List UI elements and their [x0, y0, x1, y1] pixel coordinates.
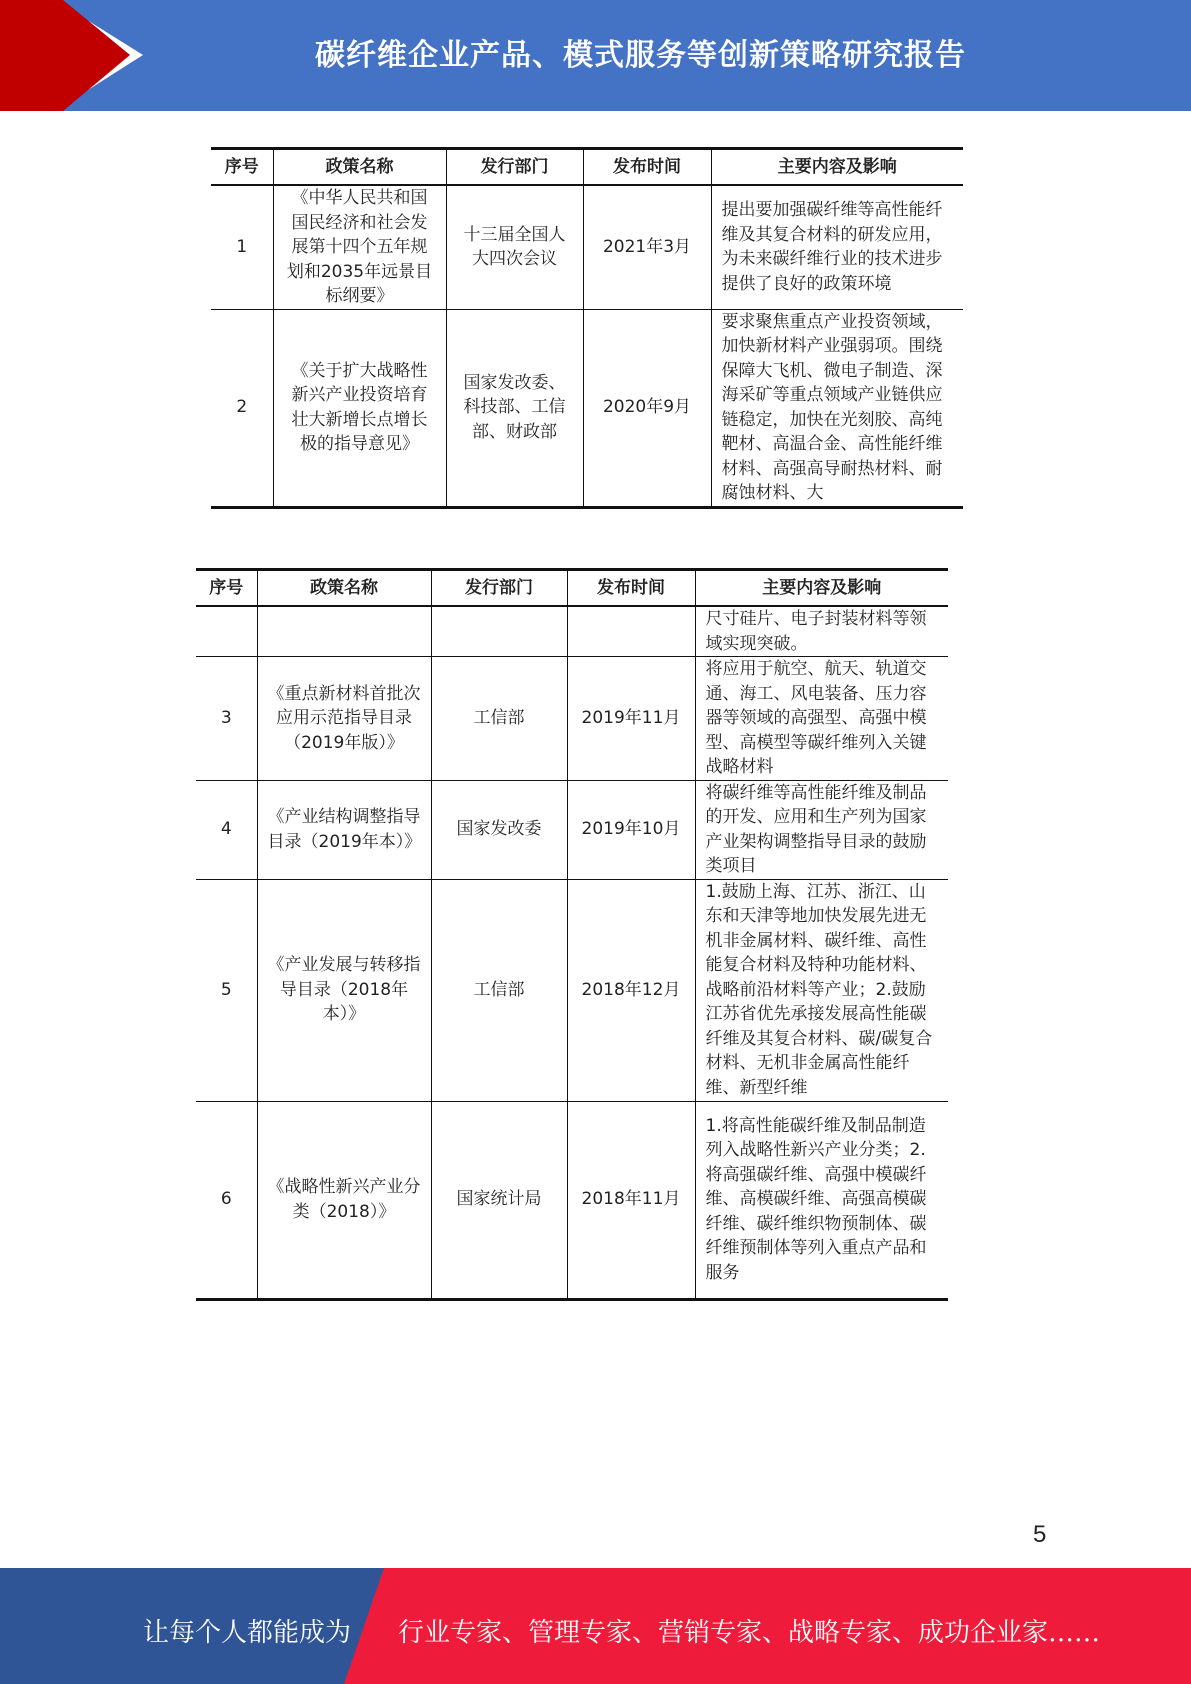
cell-no: 4	[196, 780, 257, 879]
department: 国家统计局	[456, 1189, 542, 1210]
cell-dept	[431, 1101, 567, 1299]
table-header-row	[211, 149, 963, 186]
cell-content	[711, 309, 963, 507]
cell-name	[257, 657, 431, 781]
table-row	[211, 309, 963, 507]
policy-content-continued: 尺寸硅片、电子封装材料等领域实现突破。	[705, 609, 927, 654]
cell-dept	[446, 309, 583, 507]
policy-content: 将碳纤维等高性能纤维及制品的开发、应用和生产列为国家产业架构调整指导目录的鼓励类项目	[705, 782, 927, 876]
header-content: 主要内容及影响	[695, 570, 948, 607]
department: 工信部	[473, 708, 525, 728]
cell-no: 5	[196, 879, 257, 1101]
cell-name	[257, 606, 431, 657]
page-footer	[0, 1568, 1191, 1684]
cell-name	[257, 1101, 431, 1299]
cell-content	[711, 185, 963, 309]
department: 十三届全国人大四次会议	[463, 224, 566, 270]
policy-name: 《关于扩大战略性新兴产业投资培育壮大新增长点增长极的指导意见》	[291, 360, 428, 454]
table-header-row	[196, 570, 948, 607]
policy-content: 将应用于航空、航天、轨道交通、海工、风电装备、压力容器等领域的高强型、高强中模型、高模型等碳纤维列入关键战略材料	[705, 659, 927, 777]
cell-date: 2019年10月	[567, 780, 695, 879]
department: 国家发改委	[456, 819, 542, 840]
footer-slogan-right: 行业专家、管理专家、营销专家、战略专家、成功企业家……	[398, 1618, 1101, 1648]
footer-slogan-left: 让每个人都能成为	[143, 1618, 352, 1648]
department: 国家发改委、科技部、工信部、财政部	[463, 372, 566, 442]
cell-content	[695, 606, 948, 657]
header-name: 政策名称	[257, 570, 431, 607]
table-row-continued	[196, 606, 948, 657]
cell-name	[257, 879, 431, 1101]
header-date: 发布时间	[567, 570, 695, 607]
cell-name	[273, 309, 446, 507]
cell-no: 1	[211, 185, 273, 309]
policy-name: 《中华人民共和国国民经济和社会发展第十四个五年规划和2035年远景目标纲要》	[286, 188, 433, 306]
cell-content	[695, 780, 948, 879]
policy-content: 要求聚焦重点产业投资领域，加快新材料产业强弱项。围绕保障大飞机、微电子制造、深海采矿等重点领域产业链供应链稳定，加快在光刻胶、高纯靶材、高温合金、高性能纤维材料、高强高导耐热材料、耐腐蚀材料、大	[721, 311, 943, 503]
policy-name: 《重点新材料首批次应用示范指导目录（2019年版）》	[267, 683, 421, 753]
table-row	[196, 879, 948, 1101]
header-name: 政策名称	[273, 149, 446, 186]
header-no: 序号	[211, 149, 273, 186]
table-row	[196, 1101, 948, 1299]
policy-content: 1.将高性能碳纤维及制品制造列入战略性新兴产业分类；2.将高强碳纤维、高强中模碳纤维、高模碳纤维、高强高模碳纤维、碳纤维织物预制体、碳纤维预制体等列入重点产品和服务	[705, 1115, 927, 1283]
cell-date: 2021年3月	[583, 185, 711, 309]
cell-no: 6	[196, 1101, 257, 1299]
cell-date	[567, 606, 695, 657]
cell-dept	[431, 879, 567, 1101]
cell-dept	[446, 185, 583, 309]
table-row	[211, 185, 963, 309]
policy-table-2	[196, 568, 948, 1301]
header-date: 发布时间	[583, 149, 711, 186]
table-row	[196, 657, 948, 781]
header-content: 主要内容及影响	[711, 149, 963, 186]
cell-content	[695, 1101, 948, 1299]
page-header	[0, 0, 1191, 111]
policy-table-1	[211, 147, 963, 509]
policy-name: 《产业结构调整指导目录（2019年本）》	[267, 807, 422, 852]
table-row	[196, 780, 948, 879]
cell-date: 2019年11月	[567, 657, 695, 781]
policy-content: 提出要加强碳纤维等高性能纤维及其复合材料的研发应用，为未来碳纤维行业的技术进步提供了良好的政策环境	[721, 200, 943, 294]
cell-date: 2018年11月	[567, 1101, 695, 1299]
department: 工信部	[473, 979, 525, 1000]
cell-name	[257, 780, 431, 879]
cell-date: 2020年9月	[583, 309, 711, 507]
cell-no: 2	[211, 309, 273, 507]
header-dept: 发行部门	[446, 149, 583, 186]
cell-dept	[431, 780, 567, 879]
cell-content	[695, 879, 948, 1101]
report-title: 碳纤维企业产品、模式服务等创新策略研究报告	[315, 38, 966, 73]
policy-content: 1.鼓励上海、江苏、浙江、山东和天津等地加快发展先进无机非金属材料、碳纤维、高性能复合材料及特种功能材料、战略前沿材料等产业；2.鼓励江苏省优先承接发展高性能碳纤维及其复合材料、碳/碳复合材料、无机非金属高性能纤维、新型纤维	[705, 881, 933, 1098]
policy-name: 《产业发展与转移指导目录（2018年本）》	[267, 955, 421, 1025]
cell-no: 3	[196, 657, 257, 781]
cell-dept	[431, 606, 567, 657]
cell-dept	[431, 657, 567, 781]
cell-name	[273, 185, 446, 309]
page-number: 5	[1033, 1521, 1047, 1548]
cell-no	[196, 606, 257, 657]
header-no: 序号	[196, 570, 257, 607]
header-dept: 发行部门	[431, 570, 567, 607]
cell-date: 2018年12月	[567, 879, 695, 1101]
policy-name: 《战略性新兴产业分类（2018）》	[267, 1177, 421, 1222]
cell-content	[695, 657, 948, 781]
